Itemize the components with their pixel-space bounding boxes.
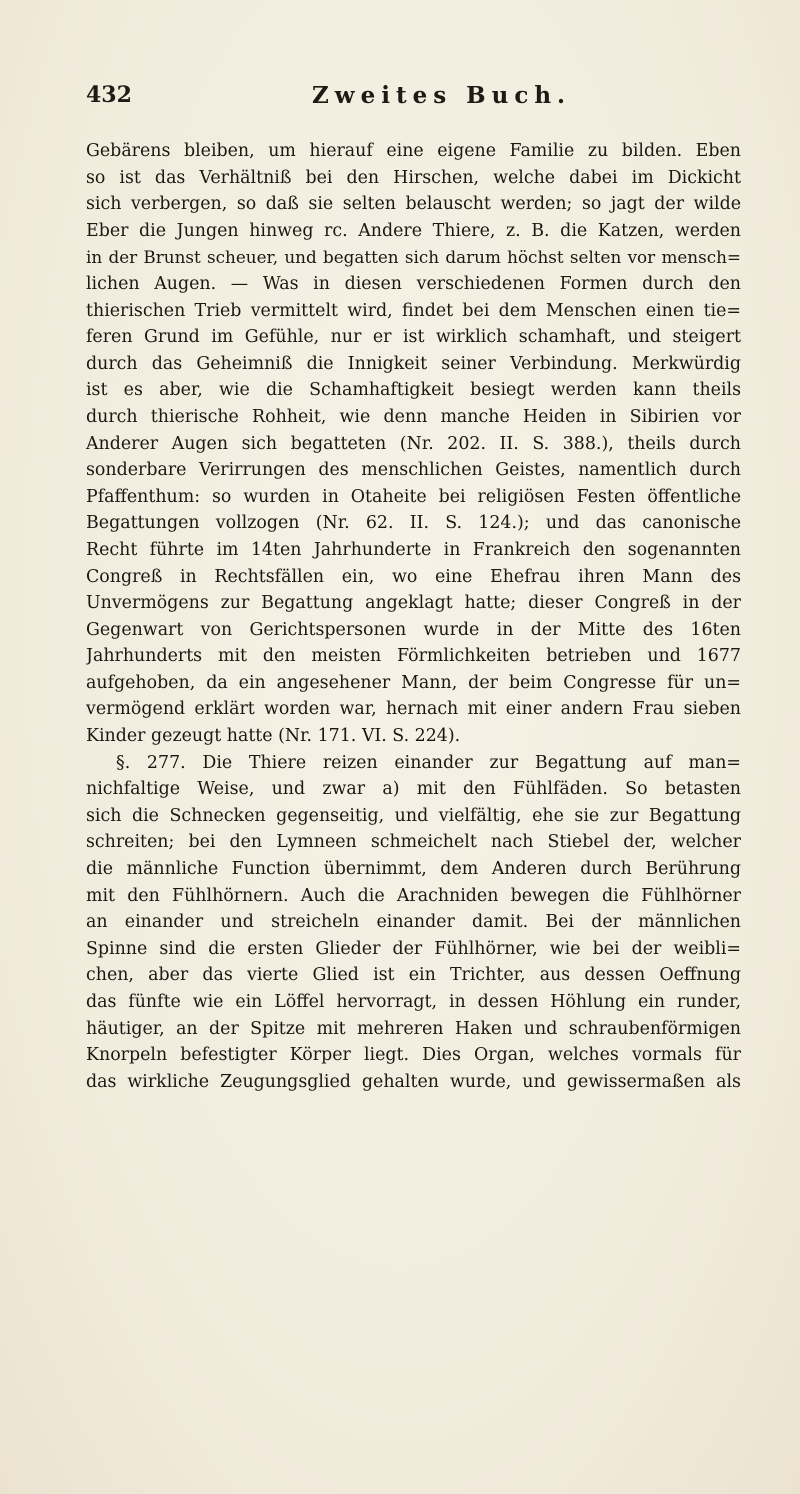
page-header [86,82,741,122]
text-line: sich verbergen, so daß sie selten belauscht werden; so jagt der wilde [86,194,741,215]
text-line: sich die Schnecken gegenseitig, und vielfältig, ehe sie zur Begattung [86,805,741,826]
text-line: chen, aber das vierte Glied ist ein Trichter, aus dessen Oeffnung [86,965,741,986]
text-line: schreiten; bei den Lymneen schmeichelt nach Stiebel der, welcher [86,832,741,853]
body-text [86,138,741,1095]
text-line: Pfaffenthum: so wurden in Otaheite bei religiösen Festen öffentliche [86,486,741,507]
text-line: so ist das Verhältniß bei den Hirschen, welche dabei im Dickicht [86,167,741,188]
text-line: mit den Fühlhörnern. Auch die Arachniden bewegen die Fühlhörner [86,885,741,906]
text-line: Gegenwart von Gerichtspersonen wurde in der Mitte des 16ten [86,619,741,640]
text-line: sonderbare Verirrungen des menschlichen Geistes, namentlich durch [86,460,741,481]
text-line: Spinne sind die ersten Glieder der Fühlhörner, wie bei der weibli= [86,938,741,959]
text-line: Anderer Augen sich begatteten (Nr. 202. II. S. 388.), theils durch [86,433,741,454]
text-line: Eber die Jungen hinweg rc. Andere Thiere, z. B. die Katzen, werden [86,220,741,241]
text-line: Jahrhunderts mit den meisten Förmlichkeiten betrieben und 1677 [86,646,741,667]
section-start-line: §. 277. Die Thiere reizen einander zur Begattung auf man= [116,752,741,773]
text-line: Kinder gezeugt hatte (Nr. 171. VI. S. 224). [86,726,461,747]
text-line: durch thierische Rohheit, wie denn manche Heiden in Sibirien vor [86,406,741,427]
text-line: Congreß in Rechtsfällen ein, wo eine Ehefrau ihren Mann des [86,566,741,587]
text-line: nichfaltige Weise, und zwar a) mit den Fühlfäden. So betasten [86,779,741,800]
text-line: vermögend erklärt worden war, hernach mit einer andern Frau sieben [86,699,741,720]
text-line: feren Grund im Gefühle, nur er ist wirklich schamhaft, und steigert [86,327,741,348]
text-line: Recht führte im 14ten Jahrhunderte in Frankreich den sogenannten [86,539,741,560]
text-line: durch das Geheimniß die Innigkeit seiner Verbindung. Merkwürdig [86,353,741,374]
text-line: in der Brunst scheuer, und begatten sich darum höchst selten vor mensch= [86,247,741,268]
text-line: lichen Augen. — Was in diesen verschiedenen Formen durch den [86,273,741,294]
text-line: thierischen Trieb vermittelt wird, findet bei dem Menschen einen tie= [86,300,741,321]
text-line: ist es aber, wie die Schamhaftigkeit besiegt werden kann theils [86,380,741,401]
text-line: Begattungen vollzogen (Nr. 62. II. S. 124.); und das canonische [86,513,741,534]
text-line: Gebärens bleiben, um hierauf eine eigene Familie zu bilden. Eben [86,141,741,161]
text-line: häutiger, an der Spitze mit mehreren Haken und schraubenförmigen [86,1018,741,1039]
page-number: 432 [86,82,132,108]
text-line: das fünfte wie ein Löffel hervorragt, in dessen Höhlung ein runder, [86,992,741,1012]
text-line: Knorpeln befestigter Körper liegt. Dies Organ, welches vormals für [86,1045,741,1066]
text-line: die männliche Function übernimmt, dem Anderen durch Berührung [86,859,741,880]
text-line: aufgehoben, da ein angesehener Mann, der beim Congresse für un= [86,672,741,693]
text-line: Unvermögens zur Begattung angeklagt hatte; dieser Congreß in der [86,593,741,614]
text-line: das wirkliche Zeugungsglied gehalten wurde, und gewissermaßen als [86,1071,741,1092]
running-title: Zweites Buch. [312,82,572,109]
text-line: an einander und streicheln einander damit. Bei der männlichen [86,912,741,933]
